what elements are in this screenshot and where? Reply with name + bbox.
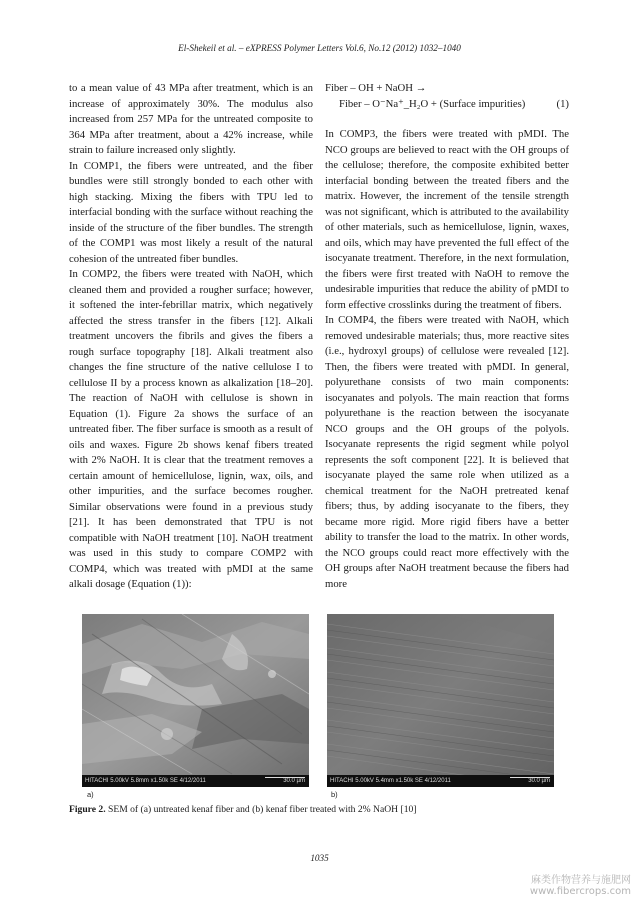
equation (325, 81, 569, 112)
paragraph: In COMP4, the fibers were treated with NaOH, which removed undesirable materials; thus, more reactive sites (i.e., hydroxyl groups) of cellulose were revealed [12]. Then, the fibers were treated with pMDI. In general, polyurethane consists of two main components: isocyanates and polyols. The main reaction that forms polyurethane is the reaction between the isocyanate NCO groups and the OH groups of the polyols. Isocyanate represents the rigid segment while polyol represents the soft component [22]. It is believed that isocyanate played the same role when utilized as a chemical treatment for the NaOH pretreated kenaf fibers; thus, by adding isocyanate to the fibers, they became more rigid. More rigid fibers have a better ability to transfer the load to the matrix. In other words, the NCO groups could react more effectively with the OH groups after NaOH treatment because the fibers had more (325, 314, 569, 590)
sem-texture-b (327, 614, 554, 775)
equation-line-2-row (325, 97, 569, 113)
running-header: El-Shekeil et al. – eXPRESS Polymer Letters Vol.6, No.12 (2012) 1032–1040 (178, 43, 461, 53)
right-column (325, 81, 569, 592)
sem-info-bar (82, 775, 309, 787)
caption-text: SEM of (a) untreated kenaf fiber and (b) kenaf fiber treated with 2% NaOH [10] (108, 804, 417, 815)
equation-spacer (325, 112, 569, 127)
equation-number: (1) (556, 97, 569, 110)
scale-label: 30.0 µm (283, 778, 305, 784)
sem-image-treated (327, 614, 554, 787)
paragraph: In COMP1, the fibers were untreated, and the fiber bundles were still strongly bonded to each other with high stacking. Mixing the fibers with TPU led to interfacial bonding with the surface without reaching the inside of the structure of the fiber bundles. The strength of the COMP1 was most likely a result of the natural cohesion of the untreated fiber bundles. (69, 159, 313, 265)
sem-info-text: HITACHI 5.00kV 5.4mm x1.50k SE 4/12/2011 (330, 778, 451, 784)
watermark-line-1: 麻类作物营养与施肥网 (531, 875, 631, 886)
page-number: 1035 (310, 853, 329, 863)
scale-label: 30.0 µm (528, 778, 550, 784)
equation-line-2: Fiber – O⁻Na⁺_H₂O + (Surface impurities) (339, 97, 526, 110)
watermark-line-2: www.fibercrops.com (529, 886, 631, 897)
equation-line-1: Fiber – OH + NaOH → (325, 82, 427, 94)
caption-label: Figure 2. (69, 804, 106, 815)
panel-label-b: b) (331, 790, 338, 799)
sem-texture-a (82, 614, 309, 775)
watermark (530, 875, 631, 897)
sem-info-text: HITACHI 5.00kV 5.8mm x1.50k SE 4/12/2011 (85, 778, 206, 784)
left-column (69, 81, 313, 593)
panel-label-a: a) (87, 790, 94, 799)
figure-caption (69, 804, 569, 815)
paragraph: to a mean value of 43 MPa after treatment, which is an increase of approximately 30%. The modulus also increased from 257 MPa for the untreated composite to 364 MPa after treatment, about a 42% increase, while strain to failure increased only slightly. (69, 82, 313, 156)
sem-image-untreated (82, 614, 309, 787)
paragraph: In COMP3, the fibers were treated with pMDI. The NCO groups are believed to react with the OH groups of the cellulose; therefore, the composite exhibited better interfacial bonding between the treated fibers and the matrix. However, the increment of the tensile strength was not significant, which is attributed to the availability of other materials, such as hemicellulose, lignin, waxes, and oils, which may have prevented the full effect of the isocyanate treatment. Therefore, in the next formulation, the fibers were first treated with NaOH to remove the undesirable impurities that reduce the ability of pMDI to form effective crosslinks during the treatment of fibers. (325, 128, 569, 311)
paragraph: In COMP2, the fibers were treated with NaOH, which cleaned them and provided a rougher surface; however, it softened the inter-febrillar matrix, which negatively affected the stress transfer in the fibers [12]. Alkali treatment uncovers the fibrils and gives the fibers a rough surface topography [18]. Alkali treatment also changes the fine structure of the native cellulose I to cellulose II by a process known as alkalization [18–20]. The reaction of NaOH with cellulose is shown in Equation (1). Figure 2a shows the surface of an untreated fiber. The fiber surface is smooth as a result of oils and waxes. Figure 2b shows kenaf fibers treated with 2% NaOH. It is clear that the treatment removes a certain amount of hemicellulose, lignin, wax, oils, and other impurities, and the surface becomes rougher. Similar observations were found in a previous study [21]. It has been demonstrated that TPU is not compatible with NaOH treatment [10]. NaOH treatment was used in this study to compare COMP2 with COMP4, which was treated with pMDI at the same alkali dosage (Equation (1)): (69, 268, 313, 590)
sem-info-bar (327, 775, 554, 787)
